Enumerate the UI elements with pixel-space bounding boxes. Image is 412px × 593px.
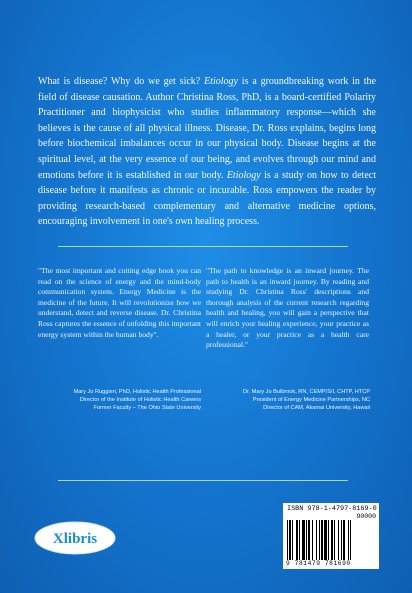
xlibris-logo (33, 520, 117, 556)
barcode-bar (334, 520, 335, 560)
blurb-text-1: What is disease? Why do we get sick? (38, 76, 205, 87)
book-title-italic-2: Etiology (226, 169, 261, 181)
barcode-bar (321, 520, 323, 560)
price-code: 90000 (356, 513, 376, 520)
barcode-bar (316, 520, 317, 560)
blurb-text-3: is a study on how to detect disease before it manifests as chronic or incurable. Ross empowers the reader by providing research-based complementary and alternative medicine options, encouraging involvement in one's own healing process. (38, 169, 376, 228)
attribution-right-line: Dr. Mary Jo Bulbrook, RN, CEMP/S/I, CHTP, HTCP (242, 389, 370, 395)
attribution-left-line: Former Faculty – The Ohio State University (93, 405, 201, 411)
attribution-left-line: Director of the Institute of Holistic Health Careers (79, 397, 201, 403)
attribution-right (202, 388, 370, 412)
attribution-left (33, 388, 201, 412)
barcode-bar (296, 520, 298, 560)
barcode-bar (338, 520, 339, 560)
attribution-right-line: President of Energy Medicine Partnerships, NC (252, 397, 370, 403)
barcode-bar (331, 520, 333, 560)
attribution-right-line: Director of CAM, Akamai University, Hawaii (263, 405, 370, 411)
barcode-bar (312, 520, 313, 560)
barcode-bar (324, 520, 327, 560)
book-title-italic-1: Etiology (204, 76, 238, 87)
barcode-bar (348, 520, 349, 560)
book-description (38, 74, 376, 230)
barcode-bar (289, 520, 291, 560)
barcode-bar (299, 520, 300, 560)
isbn-number: ISBN 978-1-4797-8169-0 (287, 505, 377, 513)
barcode-bar (292, 520, 293, 560)
isbn-barcode-block (283, 503, 379, 569)
barcode-bar (308, 520, 310, 560)
publisher-name: Xlibris (52, 531, 98, 547)
divider-top (58, 246, 348, 247)
barcode-bar (341, 520, 342, 560)
barcode (287, 520, 375, 560)
blurb-text-2: is a groundbreaking work in the field of disease causation. Author Christina Ross, PhD, is a board-certified Polarity Practitioner and biophysicist who studies inflammatory response—which she believes is the cause of all physical illness. Disease, Dr. Ross explains, begins long before biochemical imbalances occur in our physical body. Disease begins at the spiritual level, at the very essence of our being, and evolves through our mind and emotions before it is established in our body. (38, 76, 376, 181)
barcode-bar (343, 520, 345, 560)
testimonial-left: "The most important and cutting edge book you can read on the science of energy and the mind-body communication system. Energy Medicine is the medicine of the future. It will revolutionize how we understand, detect and reverse disease. Dr. Christina Ross captures the essence of unfolding this important energy system within the human body". (38, 266, 201, 339)
attribution-left-line: Mary Jo Ruggieri, PhD, Holistic Health Professional (73, 389, 201, 395)
barcode-bar (350, 520, 351, 560)
barcode-bar (302, 520, 305, 560)
barcode-bar (319, 520, 320, 560)
barcode-bar (306, 520, 307, 560)
barcode-bar (287, 520, 288, 560)
testimonial-right: "The path to knowledge is an inward journey. The path to health is an inward journey. By reading and studying Dr. Christina Ross' descriptions and thorough analysis of the current research regarding health and healing, you will gain a perspective that will enrich your healing experience, your practice as a healer, or your practice as a health care professional." (206, 266, 369, 350)
divider-bottom (58, 480, 348, 481)
barcode-bar (328, 520, 329, 560)
barcode-digits: 9 781479 781690 (286, 560, 351, 567)
